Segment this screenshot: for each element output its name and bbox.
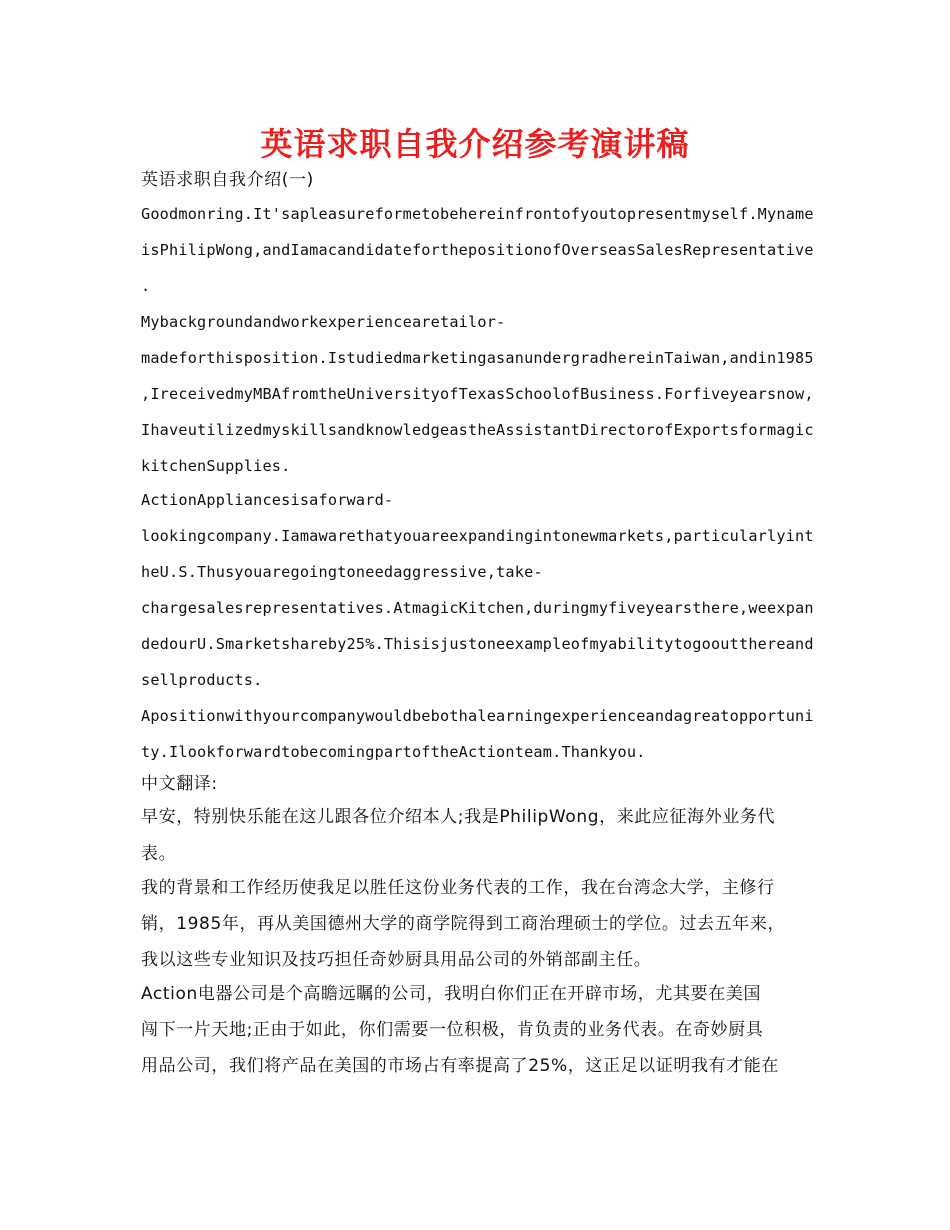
- paragraph-line: kitchenSupplies.: [141, 457, 291, 475]
- paragraph-line: Action电器公司是个高瞻远瞩的公司，我明白你们正在开辟市场，尤其要在美国: [141, 984, 762, 1004]
- paragraph-line: ActionAppliancesisaforward-: [141, 491, 394, 509]
- paragraph-line: madeforthisposition.IstudiedmarketingasanundergradhereinTaiwan,andin1985: [141, 349, 814, 367]
- section-heading-english: 英语求职自我介绍(一): [141, 170, 314, 190]
- document-title: 英语求职自我介绍参考演讲稿: [260, 125, 690, 163]
- paragraph-line: 闯下一片天地;正由于如此，你们需要一位积极，肯负责的业务代表。在奇妙厨具: [141, 1020, 764, 1040]
- paragraph-line: dedourU.Smarketshareby25%.Thisisjustoneexampleofmyabilitytogooutthereand: [141, 635, 814, 653]
- paragraph-line: Apositionwithyourcompanywouldbebothalearningexperienceandagreatopportuni: [141, 707, 814, 725]
- paragraph-line: ty.IlookforwardtobecomingpartoftheActionteam.Thankyou.: [141, 743, 646, 761]
- paragraph-line: 用品公司，我们将产品在美国的市场占有率提高了25%，这正足以证明我有才能在: [141, 1056, 779, 1076]
- paragraph-line: ,IreceivedmyMBAfromtheUniversityofTexasSchoolofBusiness.Forfiveyearsnow,: [141, 385, 814, 403]
- paragraph-line: .: [141, 277, 151, 295]
- paragraph-line: IhaveutilizedmyskillsandknowledgeastheAssistantDirectorofExportsformagic: [141, 421, 814, 439]
- paragraph-line: lookingcompany.Iamawarethatyouareexpandingintonewmarkets,particularlyint: [141, 527, 814, 545]
- section-heading-translation: 中文翻译:: [141, 774, 218, 794]
- paragraph-line: heU.S.Thusyouaregoingtoneedaggressive,take-: [141, 563, 543, 581]
- paragraph-line: sellproducts.: [141, 671, 263, 689]
- paragraph-line: isPhilipWong,andIamacandidateforthepositionofOverseasSalesRepresentative: [141, 241, 814, 259]
- paragraph-line: chargesalesrepresentatives.AtmagicKitchen,duringmyfiveyearsthere,weexpan: [141, 599, 814, 617]
- paragraph-line: 我以这些专业知识及技巧担任奇妙厨具用品公司的外销部副主任。: [141, 950, 652, 970]
- paragraph-line: 早安，特别快乐能在这儿跟各位介绍本人;我是PhilipWong，来此应征海外业务代: [141, 807, 776, 827]
- paragraph-line: 我的背景和工作经历使我足以胜任这份业务代表的工作，我在台湾念大学，主修行: [141, 878, 775, 898]
- paragraph-line: 表。: [141, 844, 177, 864]
- paragraph-line: 销，1985年，再从美国德州大学的商学院得到工商治理硕士的学位。过去五年来，: [141, 914, 786, 934]
- paragraph-line: Mybackgroundandworkexperiencearetailor-: [141, 313, 506, 331]
- paragraph-line: Goodmonring.It'sapleasureformetobehereinfrontofyoutopresentmyself.Myname: [141, 205, 814, 223]
